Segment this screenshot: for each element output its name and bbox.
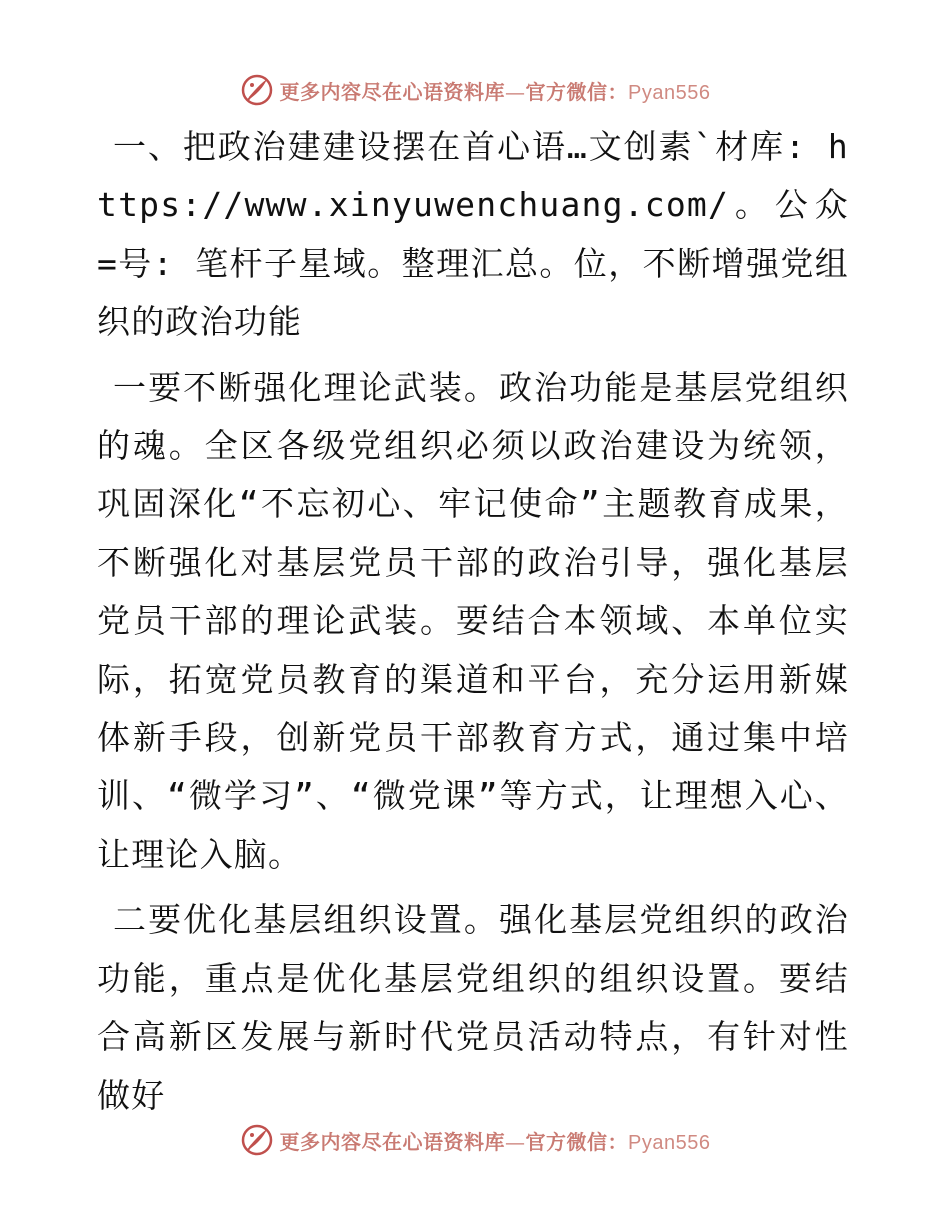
paragraph-theory: 一要不断强化理论武装。政治功能是基层党组织的魂。全区各级党组织必须以政治建设为统领，巩固深化“不忘初心、牢记使命”主题教育成果，不断强化对基层党员干部的政治引导，强化基层党员干部的理论武装。要结合本领域、本单位实际，拓宽党员教育的渠道和平台，充分运用新媒体新手段，创新党员干部教育方式，通过集中培训、“微学习”、“微党课”等方式，让理想入心、让理论入脑。 [97,367,849,874]
watermark-footer [0,1120,950,1160]
watermark-label [280,76,711,105]
watermark-handle: Pyan556 [628,81,711,104]
watermark-separator: — [505,79,526,104]
watermark-label [280,1126,711,1155]
quill-pen-logo-icon [240,73,274,107]
watermark-header [0,70,950,110]
watermark-handle: Pyan556 [628,1131,711,1154]
watermark-text: 更多内容尽在心语资料库 [279,1129,506,1154]
quill-pen-logo-icon [240,1123,274,1157]
document-body [97,118,849,1132]
paragraph-heading-one: 一、把政治建建设摆在首心语…文创素`材库: https://www.xinyuwenchuang.com/。公众=号: 笔杆子星域。整理汇总。位，不断增强党组织的政治功能 [97,127,849,342]
watermark-wechat-label: 官方微信： [525,1129,629,1154]
watermark-wechat-label: 官方微信： [525,79,629,104]
watermark-separator: — [505,1129,526,1154]
watermark-text: 更多内容尽在心语资料库 [279,79,506,104]
paragraph-organization: 二要优化基层组织设置。强化基层党组织的政治功能，重点是优化基层党组织的组织设置。要结合高新区发展与新时代党员活动特点，有针对性做好 [97,900,849,1115]
